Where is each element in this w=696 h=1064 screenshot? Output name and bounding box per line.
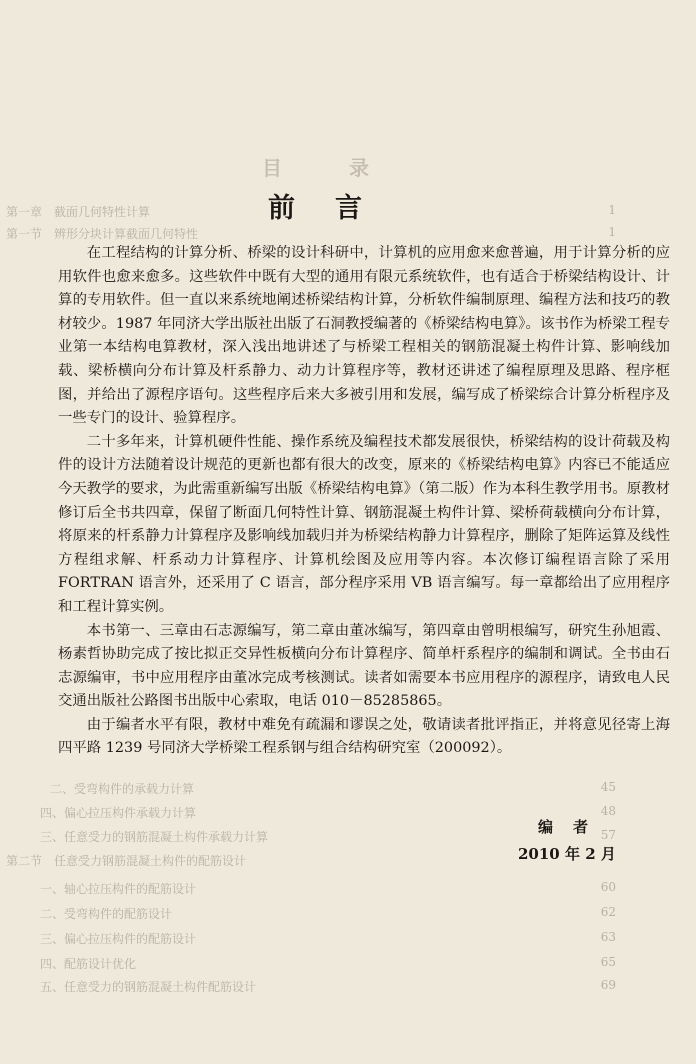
- ghost-line: 三、任意受力的钢筋混凝土构件承载力计算: [40, 830, 269, 844]
- signature-name: 编者: [538, 818, 609, 836]
- ghost-line: 四、偏心拉压构件承载力计算: [40, 806, 197, 820]
- ghost-title: 目 录: [262, 156, 399, 180]
- signature-block: [518, 816, 616, 864]
- ghost-line: 五、任意受力的钢筋混凝土构件配筋设计: [40, 980, 257, 994]
- ghost-line: 四、配筋设计优化: [40, 957, 137, 971]
- ghost-num: 65: [600, 955, 616, 969]
- page-title: 前言: [268, 193, 402, 224]
- ghost-line: 第一节 辨形分块计算截面几何特性: [6, 227, 199, 241]
- signature-date: 2010 年 2 月: [518, 845, 616, 863]
- ghost-line: 二、受弯构件的承载力计算: [50, 782, 195, 796]
- ghost-num: 62: [600, 905, 616, 919]
- paragraph: 二十多年来，计算机硬件性能、操作系统及编程技术都发展很快，桥梁结构的设计荷载及构件的设计方法随着设计规范的更新也都有很大的改变，原来的《桥梁结构电算》内容已不能适应今天教学的要求，为此需重新编写出版《桥梁结构电算》（第二版）作为本科生教学用书。原教材修订后全书共四章，保留了断面几何特性计算、钢筋混凝土构件计算、梁桥荷载横向分布计算，将原来的杆系静力计算程序及影响线加载归并为桥梁结构静力计算程序，删除了矩阵运算及线性方程组求解、杆系动力计算程序、计算机绘图及应用等内容。本次修订编程语言除了采用 FORTRAN 语言外，还采用了 C 语言，部分程序采用 VB 语言编写。每一章都给出了应用程序和工程计算实例。: [58, 433, 670, 615]
- paragraph: 在工程结构的计算分析、桥梁的设计科研中，计算机的应用愈来愈普遍，用于计算分析的应用软件也愈来愈多。这些软件中既有大型的通用有限元系统软件，也有适合于桥梁结构设计、计算的专用软件。但一直以来系统地阐述桥梁结构计算，分析软件编制原理、编程方法和技巧的教材较少。1987 年同济大学出版社出版了石洞教授编著的《桥梁结构电算》。该书作为桥梁工程专业第一本结构电算教材，深入浅出地讲述了与桥梁工程相关的钢筋混凝土构件计算、影响线加载、梁桥横向分布计算及杆系静力、动力计算程序等，教材还讲述了编程原理及思路、程序框图，并给出了源程序语句。这些程序后来大多被引用和发展，编写成了桥梁综合计算分析程序及一些专门的设计、验算程序。: [58, 245, 670, 427]
- paragraph: 本书第一、三章由石志源编写，第二章由董冰编写，第四章由曾明根编写，研究生孙旭霞、杨素哲协助完成了按比拟正交异性板横向分布计算程序、简单杆系程序的编制和调试。全书由石志源编审，书中应用程序由董冰完成考核测试。读者如需要本书应用程序的源程序，请致电人民交通出版社公路图书出版中心索取，电话 010－85285865。: [58, 622, 670, 710]
- paragraph: 由于编者水平有限，教材中难免有疏漏和谬误之处，敬请读者批评指正，并将意见径寄上海四平路 1239 号同济大学桥梁工程系钢与组合结构研究室（200092）。: [58, 716, 670, 757]
- ghost-num: 48: [600, 804, 616, 818]
- ghost-num: 45: [600, 780, 616, 794]
- preface-body: [58, 242, 670, 761]
- ghost-line: 二、受弯构件的配筋设计: [40, 907, 173, 921]
- ghost-num: 60: [600, 880, 616, 894]
- ghost-line: 一、轴心拉压构件的配筋设计: [40, 882, 197, 896]
- ghost-line: 第一章 截面几何特性计算: [6, 205, 151, 219]
- ghost-num: 69: [600, 978, 616, 992]
- ghost-num: 1: [608, 225, 616, 239]
- ghost-num: 1: [608, 203, 616, 217]
- ghost-line: 第二节 任意受力钢筋混凝土构件的配筋设计: [6, 854, 247, 868]
- ghost-line: 三、偏心拉压构件的配筋设计: [40, 932, 197, 946]
- ghost-num: 57: [600, 828, 616, 842]
- ghost-num: 63: [600, 930, 616, 944]
